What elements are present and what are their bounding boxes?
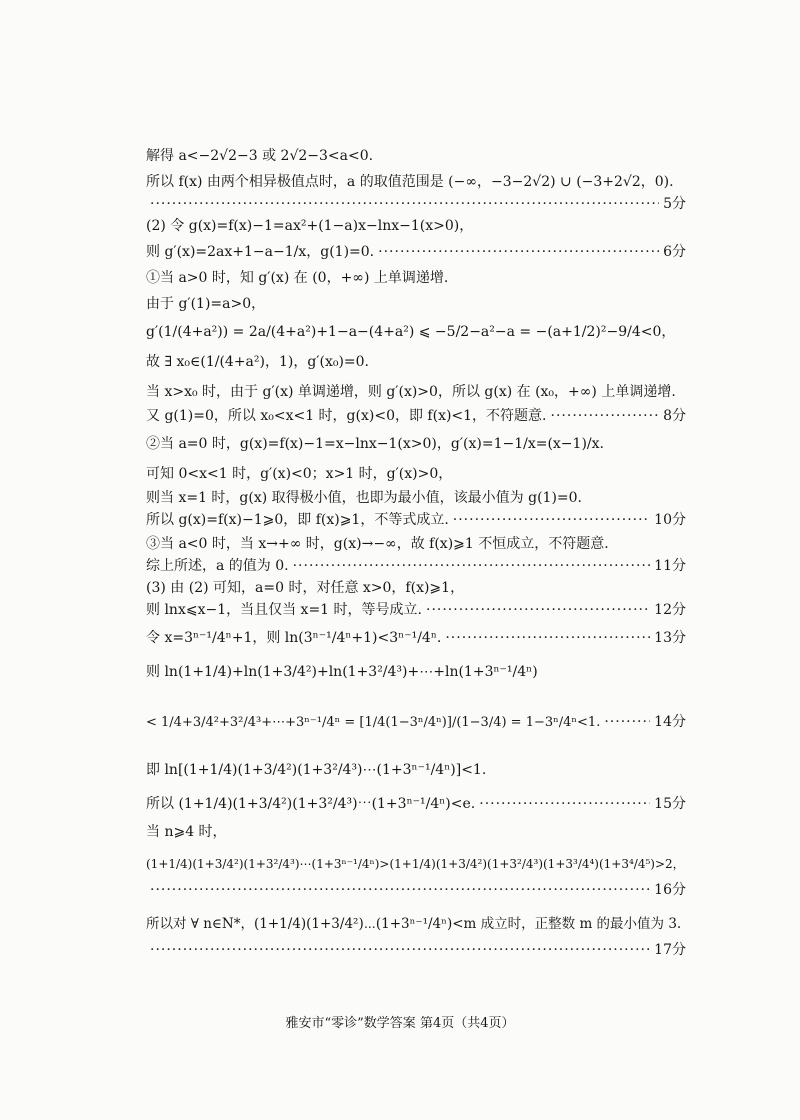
text-line: 当 x>x₀ 时，由于 g′(x) 单调递增，则 g′(x)>0，所以 g(x) 在 (x₀，+∞) 上单调递增. [146,384,676,400]
text-line: 所以对 ∀ n∈N*，(1+1/4)(1+3/4²)⋯(1+3ⁿ⁻¹/4ⁿ)<m 成立时，正整数 m 的最小值为 3. [146,916,682,932]
score-points: 11分 [654,558,686,574]
leader-dots [150,194,659,214]
text-line: ①当 a>0 时，知 g′(x) 在 (0，+∞) 上单调递增. [146,270,449,286]
score-line [146,940,686,960]
text-line: (1+1/4)(1+3/4²)(1+3²/4³)⋯(1+3ⁿ⁻¹/4ⁿ)>(1+1/4)(1+3/4²)(1+3²/4³)(1+3³/4⁴)(1+3⁴/4⁵)>2， [146,857,685,871]
text-line: g′(1/(4+a²)) = 2a/(4+a²)+1−a−(4+a²) ⩽ −5/2−a²−a = −(a+1/2)²−9/4<0， [146,324,676,340]
leader-dots [604,712,650,732]
text-line: (3) 由 (2) 可知，a=0 时，对任意 x>0，f(x)⩾1， [146,580,465,596]
score-points: 5分 [663,196,686,212]
leader-dots [551,406,660,426]
text-segment: 又 g(1)=0，所以 x₀<x<1 时，g(x)<0，即 f(x)<1，不符题意. [146,408,547,424]
text-line: 则 ln(1+1/4)+ln(1+3/4²)+ln(1+3²/4³)+⋯+ln(1+3ⁿ⁻¹/4ⁿ) [146,664,538,680]
text-segment: 令 x=3ⁿ⁻¹/4ⁿ+1，则 ln(3ⁿ⁻¹/4ⁿ+1)<3ⁿ⁻¹/4ⁿ. [146,630,442,646]
text-segment: 所以 g(x)=f(x)−1⩾0，即 f(x)⩾1，不等式成立. [146,512,449,528]
text-line: 则当 x=1 时，g(x) 取得极小值，也即为最小值，该最小值为 g(1)=0. [146,490,582,506]
score-line [146,194,686,214]
score-line [146,406,686,426]
score-line [146,556,686,576]
score-points: 12分 [654,602,686,618]
score-points: 6分 [663,244,686,260]
score-line [146,880,686,900]
text-line: 所以 f(x) 由两个相异极值点时，a 的取值范围是 (−∞，−3−2√2) ∪ (−3+2√2，0). [146,174,674,190]
text-segment: 所以 (1+1/4)(1+3/4²)(1+3²/4³)⋯(1+3ⁿ⁻¹/4ⁿ)<e. [146,796,476,812]
page-footer: 雅安市“零诊”数学答案 第4页（共4页） [285,1016,515,1031]
score-points: 8分 [663,408,686,424]
text-line: 由于 g′(1)=a>0， [146,296,266,312]
text-segment: < 1/4+3/4²+3²/4³+⋯+3ⁿ⁻¹/4ⁿ = [1/4(1−3ⁿ/4ⁿ)]/(1−3/4) = 1−3ⁿ/4ⁿ<1. [146,715,601,730]
text-line: 当 n⩾4 时， [146,824,227,840]
text-segment: 则 lnx⩽x−1，当且仅当 x=1 时，等号成立. [146,602,422,618]
text-segment: 则 g′(x)=2ax+1−a−1/x，g(1)=0. [146,244,375,260]
score-line [146,242,686,262]
text-line: ②当 a=0 时，g(x)=f(x)−1=x−lnx−1(x>0)，g′(x)=1−1/x=(x−1)/x. [146,436,604,452]
score-points: 13分 [654,630,686,646]
leader-dots [426,600,650,620]
score-points: 17分 [654,942,686,958]
text-line: ③当 a<0 时，当 x→+∞ 时，g(x)→−∞，故 f(x)⩾1 不恒成立，不符题意. [146,536,609,552]
leader-dots [150,880,650,900]
text-line: 解得 a<−2√2−3 或 2√2−3<a<0. [146,148,374,164]
score-line [146,712,686,733]
score-points: 16分 [654,882,686,898]
text-line: 故 ∃ x₀∈(1/(4+a²)，1)，g′(x₀)=0. [146,354,370,370]
leader-dots [479,794,650,814]
score-points: 10分 [654,512,686,528]
text-line: 可知 0<x<1 时，g′(x)<0；x>1 时，g′(x)>0， [146,466,453,482]
score-points: 14分 [654,714,686,730]
leader-dots [453,510,650,530]
score-points: 15分 [654,796,686,812]
score-line [146,794,686,814]
text-line: (2) 令 g(x)=f(x)−1=ax²+(1−a)x−lnx−1(x>0)， [146,218,474,234]
leader-dots [293,556,651,576]
text-segment: 综上所述，a 的值为 0. [146,558,289,574]
score-line [146,510,686,530]
leader-dots [445,628,650,648]
text-line: 即 ln[(1+1/4)(1+3/4²)(1+3²/4³)⋯(1+3ⁿ⁻¹/4ⁿ)]<1. [146,762,487,778]
score-line [146,628,686,648]
leader-dots [378,242,659,262]
score-line [146,600,686,620]
leader-dots [150,940,650,960]
